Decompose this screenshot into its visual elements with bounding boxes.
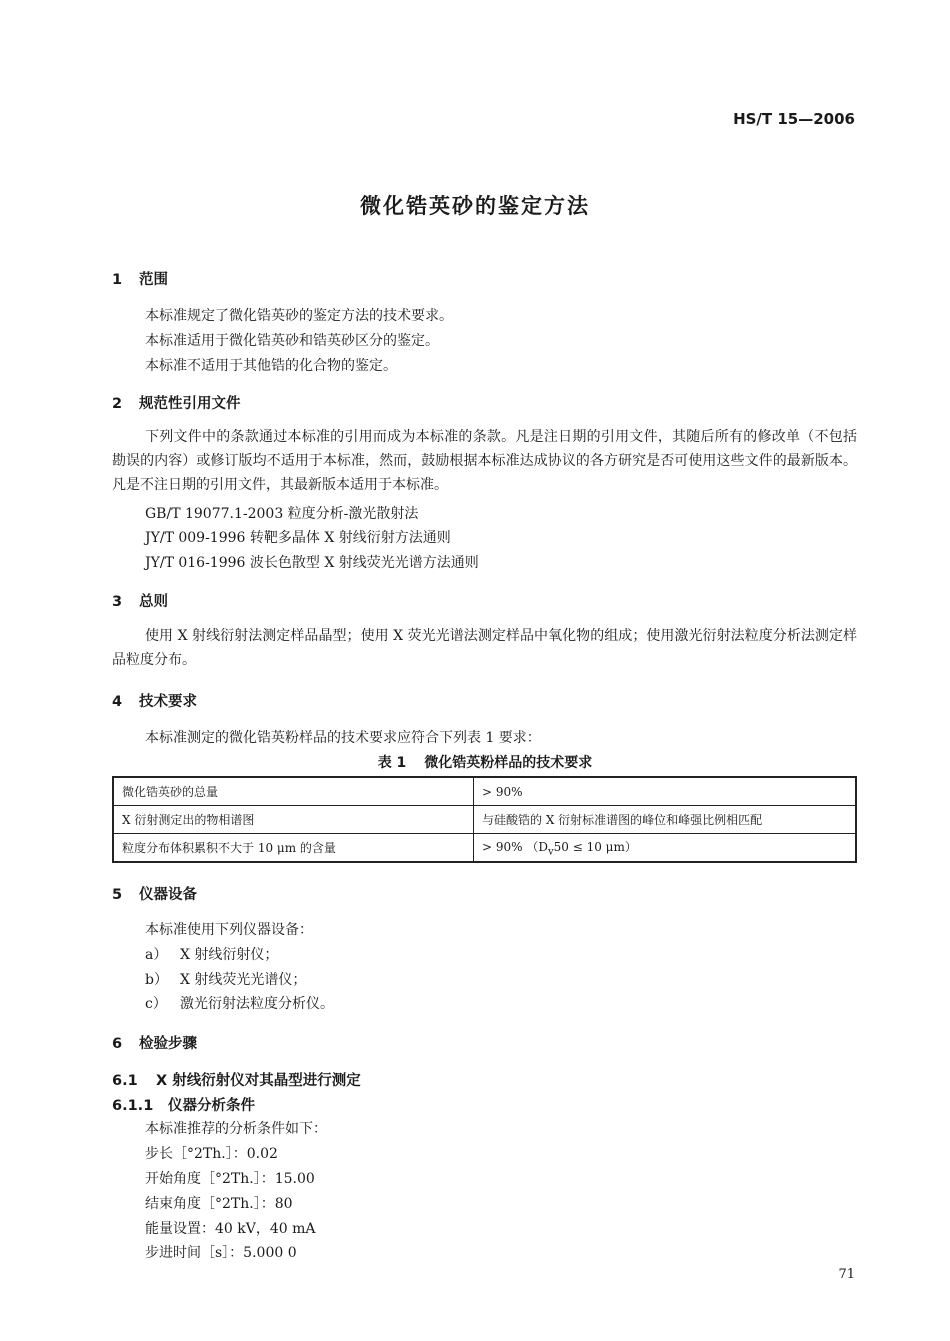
table-row xyxy=(113,806,856,834)
section-number: 3 xyxy=(112,594,123,610)
table-title: 微化锆英粉样品的技术要求 xyxy=(424,755,593,771)
paragraph: 本标准使用下列仪器设备： xyxy=(145,922,313,938)
section-number: 6.1 xyxy=(112,1073,138,1089)
list-marker: a） xyxy=(145,947,168,963)
condition-line: 开始角度［°2Th.］：15.00 xyxy=(145,1171,315,1187)
table-cell: X 衍射测定出的物相谱图 xyxy=(113,806,474,834)
reference-item: GB/T 19077.1-2003 粒度分析-激光散射法 xyxy=(145,506,419,522)
section-1-heading xyxy=(112,268,168,289)
list-text: X 射线衍射仪； xyxy=(180,947,279,963)
cell-text: > 90% （D xyxy=(482,839,548,854)
table-cell xyxy=(474,834,857,863)
list-item xyxy=(145,969,306,989)
section-3-heading xyxy=(112,590,168,611)
reference-item: JY/T 009-1996 转靶多晶体 X 射线衍射方法通则 xyxy=(145,530,451,546)
section-4-heading xyxy=(112,690,197,711)
table-number: 表 1 xyxy=(377,755,407,771)
standard-code: HS/T 15—2006 xyxy=(733,110,855,128)
paragraph: 本标准推荐的分析条件如下： xyxy=(145,1121,327,1137)
table-row xyxy=(113,777,856,806)
paragraph: 本标准测定的微化锆英粉样品的技术要求应符合下列表 1 要求： xyxy=(145,730,541,746)
section-title: 总则 xyxy=(139,594,168,610)
table-cell: 粒度分布体积累积不大于 10 μm 的含量 xyxy=(113,834,474,863)
condition-line: 步长［°2Th.］：0.02 xyxy=(145,1146,278,1162)
section-title: 范围 xyxy=(139,272,168,288)
list-item xyxy=(145,944,278,964)
condition-line: 步进时间［s］：5.000 0 xyxy=(145,1245,297,1261)
table-cell: 微化锆英砂的总量 xyxy=(113,777,474,806)
section-title: 仪器设备 xyxy=(139,887,197,903)
list-text: 激光衍射法粒度分析仪。 xyxy=(180,996,334,1012)
table-cell: 与硅酸锆的 X 衍射标准谱图的峰位和峰强比例相匹配 xyxy=(474,806,857,834)
section-6-heading xyxy=(112,1032,197,1053)
section-5-heading xyxy=(112,883,197,904)
cell-subscript: v xyxy=(547,846,554,858)
section-2-heading xyxy=(112,392,241,413)
condition-line: 能量设置：40 kV，40 mA xyxy=(145,1221,316,1237)
section-title: 技术要求 xyxy=(139,694,197,710)
table-cell: > 90% xyxy=(474,777,857,806)
list-marker: c） xyxy=(145,996,167,1012)
paragraph: 使用 X 射线衍射法测定样品晶型；使用 X 荧光光谱法测定样品中氧化物的组成；使用激光衍射法粒度分析法测定样品粒度分布。 xyxy=(112,628,857,668)
list-item xyxy=(145,993,334,1013)
reference-item: JY/T 016-1996 波长色散型 X 射线荧光光谱方法通则 xyxy=(145,555,479,571)
table-row xyxy=(113,834,856,863)
cell-text-tail: 50 ≤ 10 μm） xyxy=(553,839,637,854)
paragraph: 下列文件中的条款通过本标准的引用而成为本标准的条款。凡是注日期的引用文件，其随后所有的修改单（不包括勘误的内容）或修订版均不适用于本标准，然而，鼓励根据本标准达成协议的各方研究是否可使用这些文件的最新版本。凡是不注日期的引用文件，其最新版本适用于本标准。 xyxy=(112,429,857,493)
requirements-table xyxy=(112,776,857,863)
section-number: 1 xyxy=(112,272,123,288)
subsection-6-1-heading xyxy=(112,1069,361,1090)
section-number: 5 xyxy=(112,887,123,903)
paragraph: 本标准规定了微化锆英砂的鉴定方法的技术要求。 xyxy=(145,308,453,324)
section-title: 检验步骤 xyxy=(139,1036,197,1052)
table-caption xyxy=(0,752,950,772)
section-title: X 射线衍射仪对其晶型进行测定 xyxy=(156,1073,361,1089)
page-number: 71 xyxy=(838,1267,855,1282)
page-title: 微化锆英砂的鉴定方法 xyxy=(360,194,590,218)
subsection-6-1-1-heading xyxy=(112,1094,255,1115)
list-marker: b） xyxy=(145,972,168,988)
section-number: 6.1.1 xyxy=(112,1098,154,1114)
section-number: 2 xyxy=(112,396,123,412)
list-text: X 射线荧光光谱仪； xyxy=(180,972,307,988)
paragraph: 本标准适用于微化锆英砂和锆英砂区分的鉴定。 xyxy=(145,333,439,349)
section-number: 4 xyxy=(112,694,123,710)
paragraph: 本标准不适用于其他锆的化合物的鉴定。 xyxy=(145,358,397,374)
section-number: 6 xyxy=(112,1036,123,1052)
condition-line: 结束角度［°2Th.］：80 xyxy=(145,1196,293,1212)
section-title: 规范性引用文件 xyxy=(139,396,241,412)
section-title: 仪器分析条件 xyxy=(168,1098,255,1114)
